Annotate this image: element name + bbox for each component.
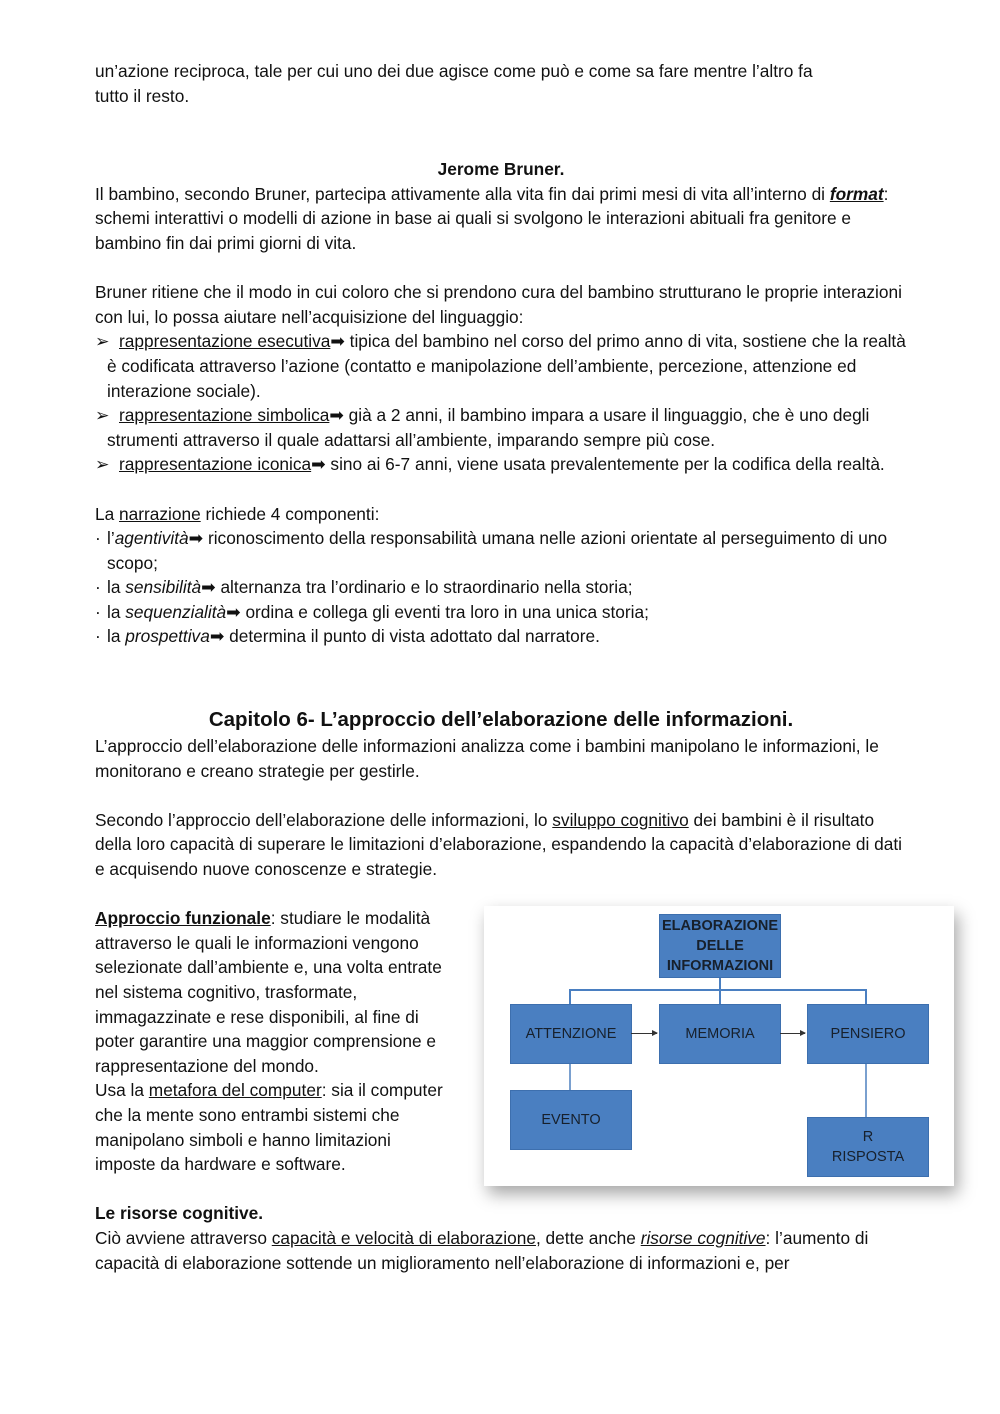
- connector-line: [719, 989, 721, 1005]
- component-pre: la: [107, 601, 126, 622]
- connector-line: [719, 976, 721, 990]
- format-term: format: [829, 183, 884, 204]
- component-text: riconoscimento della responsabilità umana nelle azioni orientate al perseguimento di uno scopo;: [107, 528, 888, 573]
- component-pre: la: [107, 626, 126, 647]
- component-term: prospettiva: [125, 626, 210, 647]
- dot-marker: ·: [95, 577, 101, 598]
- box-risposta: [807, 1117, 929, 1177]
- bullet-text: sino ai 6-7 anni, viene usata prevalentemente per la codifica della realtà.: [325, 454, 885, 475]
- narr-pre: La: [95, 503, 120, 524]
- p2-rest: dei bambini è il risultato della loro capacità di superare le limitazioni d’elaborazione, espandendo la capacità d’elaborazione di dati e acquisendo nuove conoscenze e strategie.: [95, 809, 902, 880]
- bullet-arrow-icon: ➢: [95, 331, 110, 352]
- right-arrow-icon: ➡: [209, 626, 225, 647]
- box-label: ATTENZIONE: [525, 1026, 617, 1043]
- list-item: [95, 452, 907, 477]
- risorse-paragraph: [95, 1226, 907, 1275]
- ris-pre: Ciò avviene attraverso: [95, 1227, 272, 1248]
- box-label: INFORMAZIONI: [666, 958, 774, 975]
- dot-marker: ·: [95, 528, 101, 549]
- list-item: [95, 329, 907, 403]
- component-pre: la: [107, 577, 126, 598]
- connector-line: [569, 989, 571, 1005]
- right-arrow-icon: ➡: [329, 405, 344, 426]
- metafora-paragraph: [95, 1078, 455, 1176]
- dot-marker: ·: [95, 626, 101, 647]
- component-text: alternanza tra l’ordinario e lo straordinario nella storia;: [215, 577, 633, 598]
- approccio-funzionale-term: Approccio funzionale: [95, 908, 271, 929]
- box-label: MEMORIA: [685, 1026, 755, 1043]
- component-text: ordina e collega gli eventi tra loro in una unica storia;: [240, 601, 649, 622]
- box-label: PENSIERO: [830, 1026, 906, 1043]
- list-item: [95, 575, 907, 600]
- representation-list: [95, 329, 907, 477]
- risorse-cognitive-heading: Le risorse cognitive.: [95, 1203, 264, 1224]
- narr-post: richiede 4 componenti:: [200, 503, 380, 524]
- box-label: EVENTO: [541, 1112, 601, 1129]
- bullet-text: già a 2 anni, il bambino impara a usare il linguaggio, che è uno degli strumenti attraverso il quale adattarsi all’ambiente, imparando sempre più cose.: [107, 405, 870, 450]
- risorse-cognitive-term: risorse cognitive: [640, 1227, 766, 1248]
- box-evento: [510, 1090, 632, 1150]
- meta-text: : sia il computer che la mente sono entrambi sistemi che manipolano simboli e hanno limitazioni imposte da hardware e software.: [95, 1080, 443, 1175]
- chapter-6-title: Capitolo 6- L’approccio dell’elaborazione delle informazioni.: [208, 708, 794, 732]
- approccio-funzionale-paragraph: [95, 906, 455, 1078]
- narrazione-term: narrazione: [119, 503, 201, 524]
- capacita-term: capacità e velocità di elaborazione: [271, 1227, 536, 1248]
- intro-line-1: un’azione reciproca, tale per cui uno dei due agisce come può e come sa fare mentre l’altro fa: [95, 61, 813, 81]
- component-pre: l’: [107, 528, 115, 549]
- component-term: sequenzialità: [125, 601, 227, 622]
- p2-text: Secondo l’approccio dell’elaborazione delle informazioni, lo: [95, 809, 553, 830]
- bruner-p1-rest: : schemi interattivi o modelli di azione in base ai quali si svolgono le interazioni abituali fra genitore e bambino fin dai primi giorni di vita.: [95, 183, 889, 253]
- bullet-arrow-icon: ➢: [95, 405, 110, 426]
- bullet-text: tipica del bambino nel corso del primo anno di vita, sostiene che la realtà è codificata attraverso l’azione (contatto e manipolazione dell’ambiente, percezione, attenzione ed interazione sociale).: [107, 331, 906, 401]
- bullet-term: rappresentazione iconica: [119, 454, 312, 475]
- narrazione-intro: [95, 502, 907, 527]
- meta-pre: Usa la: [95, 1080, 149, 1101]
- arrow-right-icon: [780, 1033, 805, 1034]
- bullet-term: rappresentazione esecutiva: [119, 331, 331, 352]
- bruner-paragraph-2: Bruner ritiene che il modo in cui coloro che si prendono cura del bambino strutturano le proprie interazioni con lui, lo possa aiutare nell’acquisizione del linguaggio:: [95, 282, 902, 327]
- intro-line-2: tutto il resto.: [95, 85, 190, 106]
- chapter-6-paragraph-1: L’approccio dell’elaborazione delle informazioni analizza come i bambini manipolano le informazioni, le monitorano e creano strategie per gestirle.: [95, 736, 879, 781]
- component-text: determina il punto di vista adottato dal narratore.: [224, 626, 600, 647]
- connector-line: [569, 1063, 571, 1090]
- right-arrow-icon: ➡: [226, 601, 241, 622]
- right-arrow-icon: ➡: [201, 577, 216, 598]
- document-page: [95, 59, 907, 1275]
- bullet-arrow-icon: ➢: [95, 454, 110, 475]
- bruner-p1-text: Il bambino, secondo Bruner, partecipa attivamente alla vita fin dai primi mesi di vita all’interno di: [95, 183, 826, 204]
- box-pensiero: [807, 1004, 929, 1064]
- metafora-term: metafora del computer: [148, 1080, 322, 1101]
- ris-post: : l’aumento di capacità di elaborazione sottende un miglioramento nell’elaborazione di informazioni e, per: [95, 1227, 869, 1273]
- list-item: [95, 600, 907, 625]
- bullet-term: rappresentazione simbolica: [119, 405, 330, 426]
- funzionale-section: [95, 906, 907, 1177]
- component-term: agentività: [114, 528, 189, 549]
- box-label: DELLE: [696, 938, 744, 955]
- right-arrow-icon: ➡: [188, 528, 204, 549]
- list-item: [95, 403, 907, 452]
- connector-line: [569, 989, 867, 991]
- right-arrow-icon: ➡: [311, 454, 326, 475]
- list-item: [95, 526, 907, 575]
- box-memoria: [659, 1004, 781, 1064]
- connector-line: [865, 1063, 867, 1117]
- funz-text: : studiare le modalità attraverso le quali le informazioni vengono selezionate dall’ambiente e, una volta entrate nel sistema cognitivo, trasformate, immagazzinate e rese disponibili, al fine di poter garantire una maggior comprensione e rappresentazione del mondo.: [95, 908, 442, 1076]
- list-item: [95, 624, 907, 649]
- component-term: sensibilità: [125, 577, 202, 598]
- box-label: ELABORAZIONE: [662, 918, 778, 935]
- intro-paragraph: [95, 59, 907, 108]
- bruner-heading: Jerome Bruner.: [437, 159, 565, 180]
- sviluppo-cognitivo-term: sviluppo cognitivo: [552, 809, 689, 830]
- arrow-right-icon: [631, 1033, 657, 1034]
- dot-marker: ·: [95, 601, 101, 622]
- ris-mid: , dette anche: [535, 1227, 641, 1248]
- box-attenzione: [510, 1004, 632, 1064]
- components-list: [95, 526, 907, 649]
- box-elaborazione-informazioni: [659, 914, 781, 978]
- information-processing-diagram: [484, 906, 954, 1186]
- funzionale-text-column: [95, 906, 455, 1177]
- chapter-6-paragraph-2: [95, 808, 907, 882]
- connector-line: [865, 989, 867, 1005]
- right-arrow-icon: ➡: [330, 331, 345, 352]
- box-label: RISPOSTA: [831, 1149, 905, 1166]
- bruner-paragraph-1: [95, 182, 907, 256]
- box-label: R: [862, 1129, 874, 1146]
